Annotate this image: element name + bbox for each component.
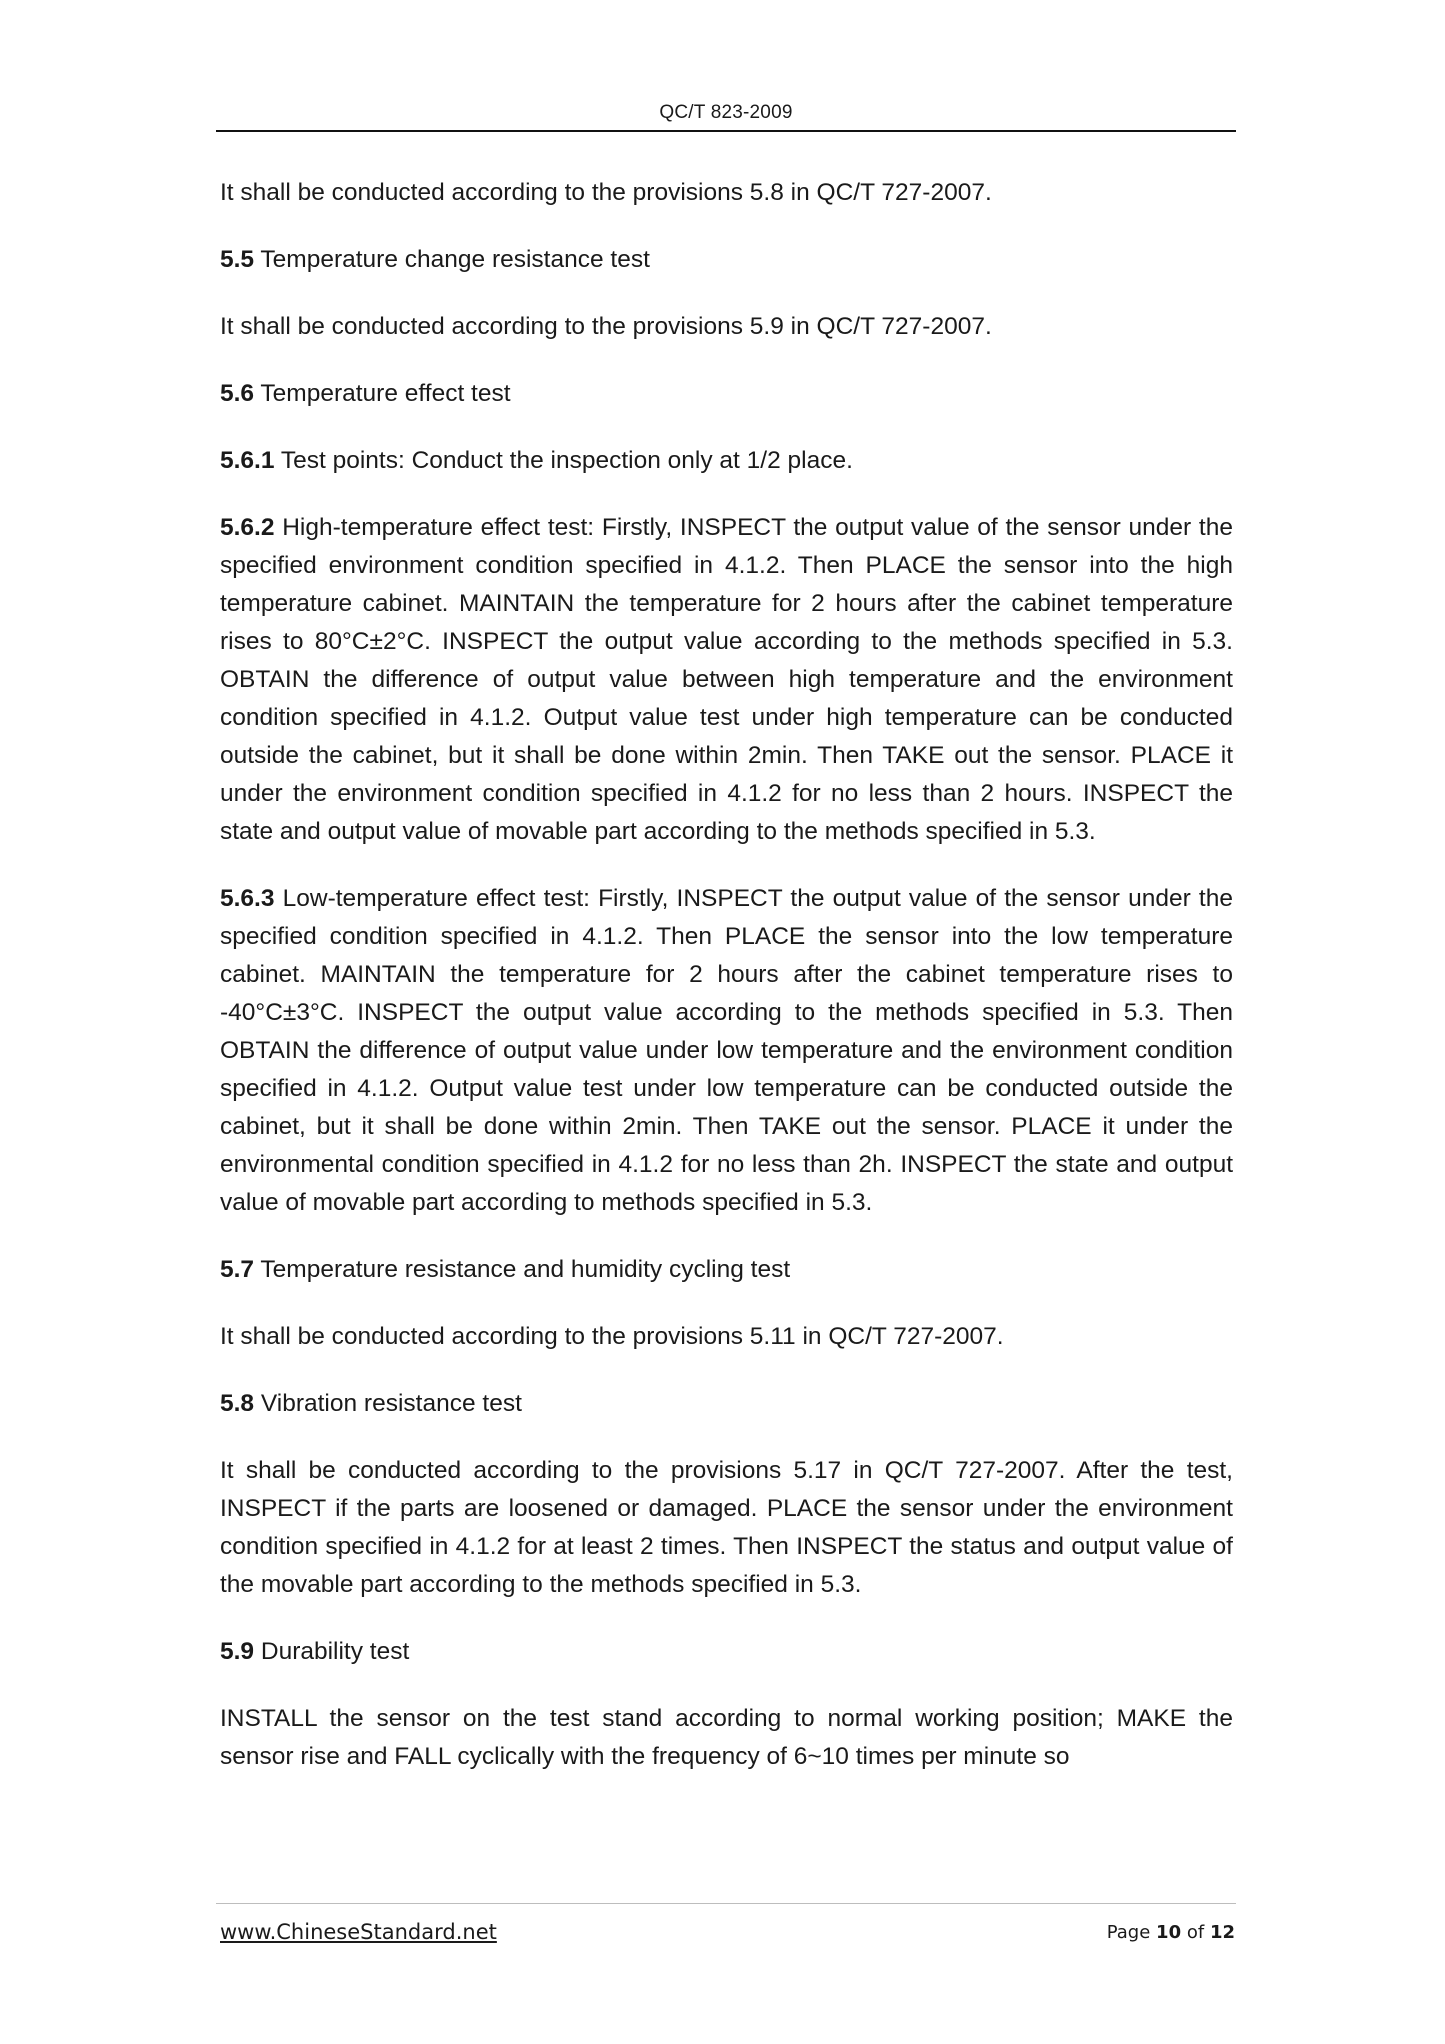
clause-text: Temperature resistance and humidity cycling test bbox=[254, 1256, 791, 1283]
clause-number: 5.8 bbox=[220, 1390, 255, 1417]
clause-text: Temperature change resistance test bbox=[254, 246, 650, 273]
section-heading bbox=[220, 1385, 1233, 1423]
page-number bbox=[1107, 1922, 1235, 1943]
clause-number: 5.9 bbox=[220, 1638, 255, 1665]
paragraph bbox=[220, 509, 1233, 851]
section-heading bbox=[220, 1251, 1233, 1289]
clause-text: It shall be conducted according to the provisions 5.9 in QC/T 727-2007. bbox=[220, 313, 992, 340]
page-of: of bbox=[1186, 1922, 1205, 1943]
section-heading bbox=[220, 1633, 1233, 1671]
section-heading bbox=[220, 375, 1233, 413]
page-prefix: Page bbox=[1106, 1922, 1151, 1943]
clause-text: It shall be conducted according to the provisions 5.17 in QC/T 727-2007. After the test, INSPECT if the parts are loosened or damaged. PLACE the sensor under the environment condition specified in 4.1.2 for at least 2 times. Then INSPECT the status and output value of the movable part according to the methods specified in 5.3. bbox=[220, 1457, 1233, 1598]
page-current: 10 bbox=[1156, 1922, 1182, 1943]
clause-number: 5.5 bbox=[220, 246, 255, 273]
clause-text: High-temperature effect test: Firstly, INSPECT the output value of the sensor under the specified environment condition specified in 4.1.2. Then PLACE the sensor into the high temperature cabinet. MAINTAIN the temperature for 2 hours after the cabinet temperature rises to 80°C±2°C. INSPECT the output value according to the methods specified in 5.3. OBTAIN the difference of output value between high temperature and the environment condition specified in 4.1.2. Output value test under high temperature can be conducted outside the cabinet, but it shall be done within 2min. Then TAKE out the sensor. PLACE it under the environment condition specified in 4.1.2 for no less than 2 hours. INSPECT the state and output value of movable part according to the methods specified in 5.3. bbox=[220, 514, 1233, 845]
paragraph bbox=[220, 1700, 1233, 1776]
footer-rule bbox=[216, 1903, 1236, 1904]
paragraph bbox=[220, 1452, 1233, 1604]
clause-number: 5.6.1 bbox=[220, 447, 275, 474]
clause-number: 5.6.3 bbox=[220, 885, 275, 912]
clause-text: Low-temperature effect test: Firstly, INSPECT the output value of the sensor under the specified condition specified in 4.1.2. Then PLACE the sensor into the low temperature cabinet. MAINTAIN the temperature for 2 hours after the cabinet temperature rises to -40°C±3°C. INSPECT the output value according to the methods specified in 5.3. Then OBTAIN the difference of output value under low temperature and the environment condition specified in 4.1.2. Output value test under low temperature can be conducted outside the cabinet, but it shall be done within 2min. Then TAKE out the sensor. PLACE it under the environmental condition specified in 4.1.2 for no less than 2h. INSPECT the state and output value of movable part according to methods specified in 5.3. bbox=[220, 885, 1233, 1216]
clause-text: Temperature effect test bbox=[254, 380, 511, 407]
paragraph bbox=[220, 880, 1233, 1222]
paragraph bbox=[220, 442, 1233, 480]
paragraph bbox=[220, 174, 1233, 212]
clause-text: Vibration resistance test bbox=[254, 1390, 522, 1417]
clause-number: 5.6 bbox=[220, 380, 255, 407]
clause-text: It shall be conducted according to the provisions 5.11 in QC/T 727-2007. bbox=[220, 1323, 1004, 1350]
clause-text: INSTALL the sensor on the test stand according to normal working position; MAKE the sensor rise and FALL cyclically with the frequency of 6~10 times per minute so bbox=[220, 1705, 1233, 1770]
section-heading bbox=[220, 241, 1233, 279]
paragraph bbox=[220, 1318, 1233, 1356]
page-header: QC/T 823-2009 bbox=[659, 102, 793, 123]
clause-text: Test points: Conduct the inspection only at 1/2 place. bbox=[274, 447, 853, 474]
clause-text: It shall be conducted according to the provisions 5.8 in QC/T 727-2007. bbox=[220, 179, 992, 206]
clause-text: Durability test bbox=[254, 1638, 410, 1665]
document-body bbox=[220, 174, 1233, 1805]
clause-number: 5.7 bbox=[220, 1256, 255, 1283]
page-total: 12 bbox=[1209, 1922, 1235, 1943]
paragraph bbox=[220, 308, 1233, 346]
header-rule bbox=[216, 130, 1236, 132]
clause-number: 5.6.2 bbox=[220, 514, 275, 541]
website-link[interactable]: www.ChineseStandard.net bbox=[220, 1920, 497, 1944]
